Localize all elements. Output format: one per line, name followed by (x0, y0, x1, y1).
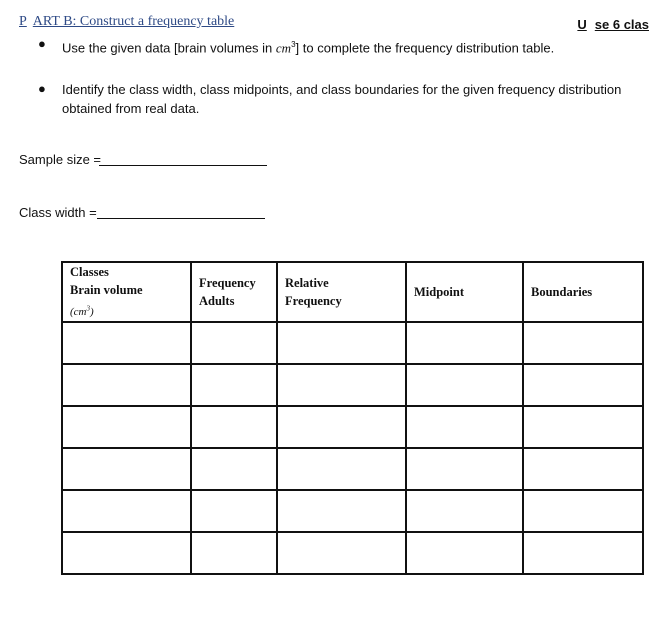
table-header-row (62, 262, 643, 322)
table-cell[interactable] (523, 532, 643, 574)
table-cell[interactable] (523, 490, 643, 532)
table-row (62, 448, 643, 490)
table-cell[interactable] (191, 532, 277, 574)
table-cell[interactable] (523, 322, 643, 364)
table-row (62, 406, 643, 448)
bullet-dot-icon: ● (38, 81, 46, 96)
class-width-label: Class width = (19, 205, 97, 220)
table-cell[interactable] (406, 532, 523, 574)
table-cell[interactable] (62, 448, 191, 490)
class-width-blank[interactable] (97, 218, 265, 219)
table-cell[interactable] (406, 490, 523, 532)
table-cell[interactable] (62, 364, 191, 406)
table-cell[interactable] (406, 448, 523, 490)
frequency-table (61, 261, 644, 575)
table-row (62, 322, 643, 364)
table-cell[interactable] (191, 406, 277, 448)
sample-size-blank[interactable] (99, 165, 267, 166)
table-row (62, 490, 643, 532)
instruction-2: Identify the class width, class midpoints, and class boundaries for the given frequency distribution obtained from real data. (62, 82, 622, 116)
header-classes: Classes Brain volume $(cm^3)$ (62, 262, 191, 322)
table-cell[interactable] (191, 322, 277, 364)
instruction-1: Use the given data [brain volumes in $cm^3$] to complete the frequency distribution table. (62, 40, 555, 56)
table-cell[interactable] (62, 406, 191, 448)
table-cell[interactable] (406, 364, 523, 406)
table-row (62, 364, 643, 406)
table-cell[interactable] (523, 406, 643, 448)
header-relative-frequency: Relative Frequency (277, 262, 406, 322)
header-frequency: Frequency Adults (191, 262, 277, 322)
table-cell[interactable] (277, 490, 406, 532)
table-cell[interactable] (406, 406, 523, 448)
table-cell[interactable] (523, 448, 643, 490)
table-cell[interactable] (523, 364, 643, 406)
table-cell[interactable] (62, 322, 191, 364)
table-cell[interactable] (277, 532, 406, 574)
table-cell[interactable] (191, 448, 277, 490)
section-title: P ART B: Construct a frequency table (19, 14, 235, 29)
header-boundaries: Boundaries (523, 262, 643, 322)
table-cell[interactable] (277, 448, 406, 490)
table-cell[interactable] (191, 490, 277, 532)
sample-size-label: Sample size = (19, 152, 102, 167)
bullet-dot-icon: ● (38, 36, 46, 51)
table-cell[interactable] (277, 322, 406, 364)
header-midpoint: Midpoint (406, 262, 523, 322)
table-cell[interactable] (191, 364, 277, 406)
table-cell[interactable] (406, 322, 523, 364)
table-cell[interactable] (62, 532, 191, 574)
table-cell[interactable] (62, 490, 191, 532)
table-cell[interactable] (277, 364, 406, 406)
table-row (62, 532, 643, 574)
table-cell[interactable] (277, 406, 406, 448)
use-classes-note: U se 6 clas (577, 17, 649, 32)
